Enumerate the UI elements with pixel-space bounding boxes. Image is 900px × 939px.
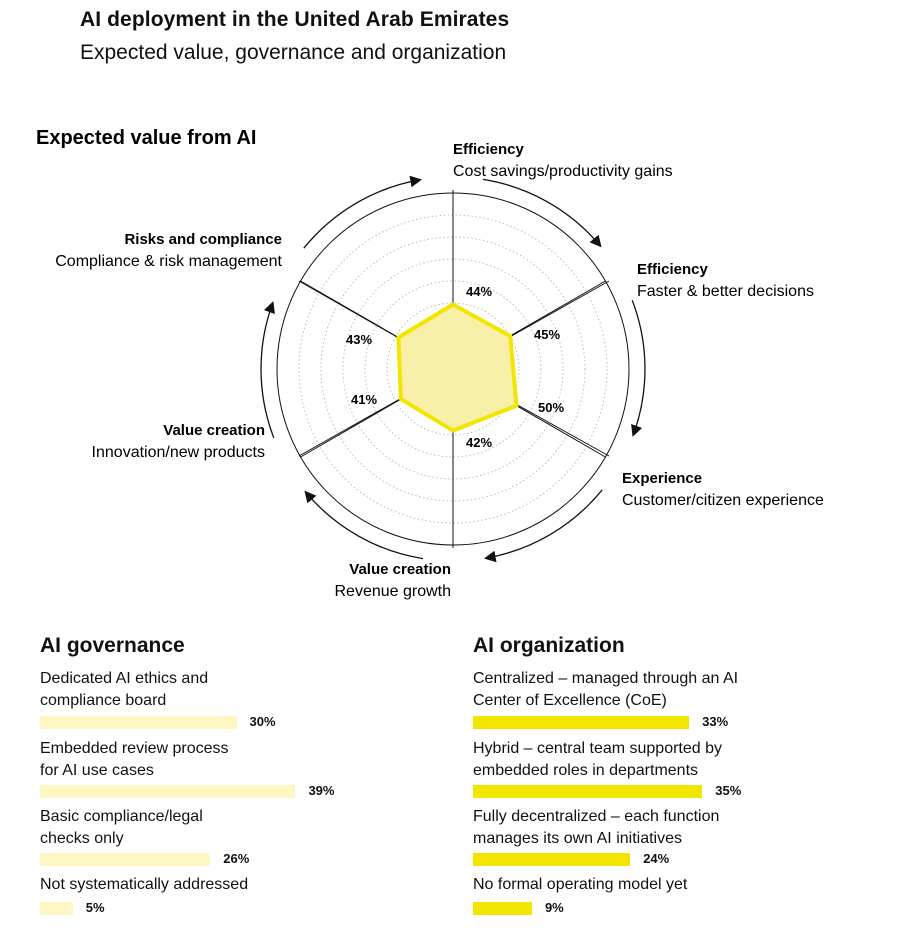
- bar-row: [40, 716, 460, 730]
- bar-row: [473, 716, 893, 730]
- bar-row: [40, 853, 460, 867]
- bar: [40, 853, 210, 866]
- bar-row: [473, 853, 893, 867]
- radar-axis-name: Value creation: [349, 561, 451, 578]
- radar-data-area: [398, 305, 516, 431]
- bar-row: [473, 785, 893, 799]
- bar: [473, 853, 630, 866]
- bar-category-label: Not systematically addressed: [40, 876, 249, 893]
- bar: [473, 902, 532, 915]
- ai-governance-title: AI governance: [40, 634, 185, 657]
- radar-axis-name: Efficiency: [637, 261, 708, 278]
- cycle-arrow: [486, 490, 602, 558]
- bar-value-label: 33%: [702, 714, 729, 729]
- radar-value-label: 45%: [534, 327, 561, 342]
- radar-axis-desc: Faster & better decisions: [637, 283, 814, 300]
- bar: [40, 902, 73, 915]
- radar-axis-desc: Customer/citizen experience: [622, 492, 824, 509]
- cycle-arrow: [632, 300, 645, 435]
- bar-category-label: Dedicated AI ethics and compliance board: [40, 670, 209, 709]
- radar-value-label: 43%: [346, 332, 373, 347]
- page-subtitle: Expected value, governance and organization: [80, 41, 507, 64]
- bar-category-label: Embedded review process for AI use cases: [40, 740, 229, 779]
- radar-axis-desc: Compliance & risk management: [55, 253, 282, 270]
- cycle-arrow: [306, 492, 423, 558]
- cycle-arrow: [261, 303, 274, 438]
- bar-category-label: Basic compliance/legal checks only: [40, 808, 203, 847]
- radar-axis-name: Efficiency: [453, 141, 524, 158]
- bar-value-label: 5%: [85, 900, 105, 915]
- bar-value-label: 39%: [308, 783, 335, 798]
- bar-row: [473, 902, 893, 916]
- radar-title: Expected value from AI: [36, 127, 257, 149]
- bar: [473, 785, 702, 798]
- bar-category-label: Centralized – managed through an AI Center of Excellence (CoE): [473, 670, 739, 709]
- ai-organization-title: AI organization: [473, 634, 625, 657]
- radar-value-label: 42%: [466, 435, 493, 450]
- radar-axis-desc: Cost savings/productivity gains: [453, 163, 673, 180]
- radar-value-label: 50%: [538, 400, 565, 415]
- bar-category-label: No formal operating model yet: [473, 876, 688, 893]
- bar-value-label: 30%: [249, 714, 276, 729]
- bar-value-label: 24%: [643, 851, 670, 866]
- bar-row: [40, 902, 460, 916]
- radar-axis-name: Value creation: [163, 422, 265, 439]
- radar-value-label: 41%: [351, 392, 378, 407]
- radar-axis-name: Experience: [622, 470, 703, 487]
- bar: [40, 716, 237, 729]
- radar-axis-name: Risks and compliance: [124, 231, 282, 248]
- bar-value-label: 26%: [223, 851, 250, 866]
- bar-value-label: 9%: [544, 900, 564, 915]
- bar: [40, 785, 295, 798]
- ai-organization-panel: [473, 632, 893, 915]
- cycle-arrow: [483, 179, 600, 245]
- bar-value-label: 35%: [715, 783, 742, 798]
- radar-value-label: 44%: [466, 284, 493, 299]
- cycle-arrow: [304, 180, 420, 248]
- bar-row: [40, 785, 460, 799]
- bar-category-label: Fully decentralized – each function manages its own AI initiatives: [473, 808, 720, 847]
- page-title: AI deployment in the United Arab Emirates: [80, 8, 510, 31]
- radar-axis-desc: Innovation/new products: [91, 444, 265, 461]
- bar: [473, 716, 689, 729]
- radar-axis-desc: Revenue growth: [334, 583, 451, 600]
- bar-category-label: Hybrid – central team supported by embedded roles in departments: [473, 740, 723, 779]
- ai-governance-panel: [40, 632, 440, 915]
